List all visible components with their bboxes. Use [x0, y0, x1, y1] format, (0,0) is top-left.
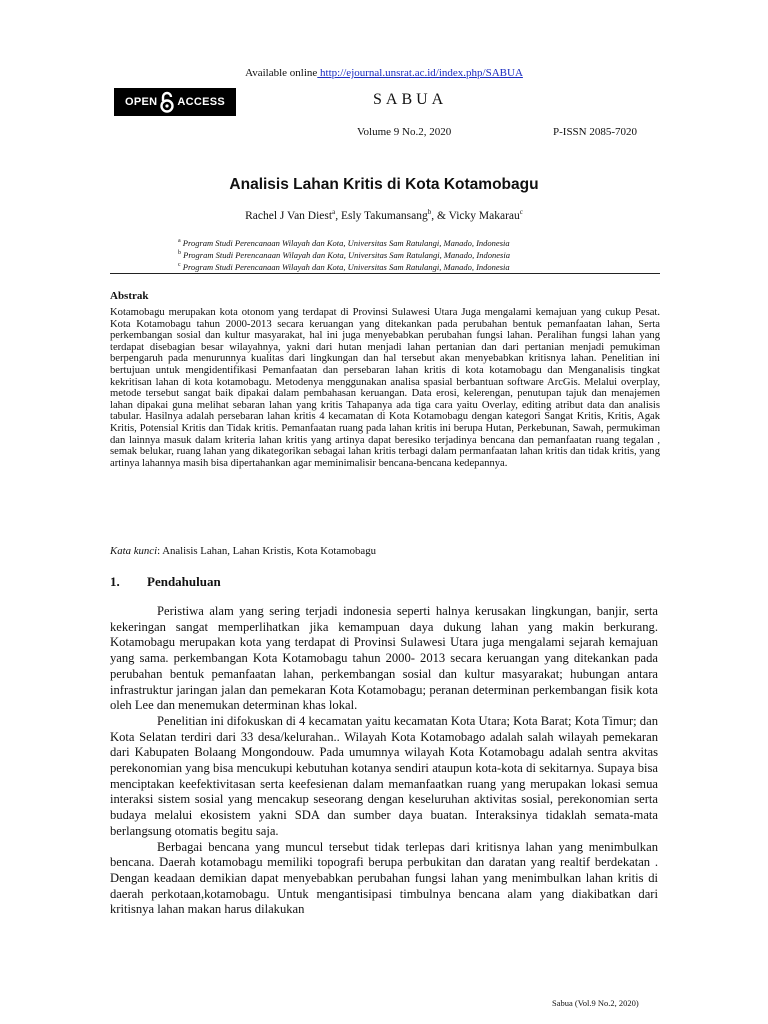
author-name: , Esly Takumansang — [335, 209, 428, 222]
journal-url-link[interactable]: http://ejournal.unsrat.ac.id/index.php/SABUA — [317, 67, 523, 79]
open-lock-icon — [160, 91, 174, 113]
keywords-label: Kata kunci — [110, 545, 158, 557]
open-access-logo — [114, 88, 236, 116]
issn-info: P-ISSN 2085-7020 — [553, 126, 638, 138]
available-online-label: Available online — [245, 67, 318, 79]
page-footer: Sabua (Vol.9 No.2, 2020) — [552, 998, 639, 1008]
header-divider — [110, 273, 660, 274]
affiliation-mark: c — [178, 261, 181, 268]
author-affil-mark: c — [519, 208, 523, 216]
body-paragraph: Penelitian ini difokuskan di 4 kecamatan yaitu kecamatan Kota Utara; Kota Barat; Kota Timur; dan Kota Selatan terdiri dari 33 desa/kelurahan.. Wilayah Kota Kotamobago adalah salah wilayah pemekaran dari Kabupaten Bolaang Mongondouw. Pada umumnya wilayah Kota Kotamobagu adalah sentra akvitas perekonomian yang bisa mencukupi kebutuhan kotanya sendiri ataupun kota-kota di sekitarnya. Supaya bisa menciptakan keefektivitasan serta keefesienan dalam memanfaatkan ruang yang merupakan lokasi semua interaksi sistem sosial yang mencakup seseorang dengan keseluruhan aktivitas sosial, perekonomian serta budaya melalui ekosistem yakni SDA dan sumber daya buatan. Interaksinya tidaklah semata-mata berlangsung otomatis begitu saja. — [110, 713, 658, 838]
body-paragraph: Peristiwa alam yang sering terjadi indonesia seperti halnya kerusakan lingkungan, banjir, serta kekeringan sangat memperlihatkan jika kemampuan daya dukung lahan yang makin berkurang. Kotamobagu merupakan kota yang terdapat di Provinsi Sulawesi Utara juga mengalami sejarah kemajuan yang sama. perkembangan Kota Kotamobagu tahun 2000- 2013 secara keruangan yang ditekankan pada perubahan bentuk pemanfaatan lahan, perkembangan sosial dan kultur masyarakat; hubungan antara infrastruktur jaringan jalan dan pemekaran Kota Kotamobagu; peranan determinan perkembangan fisik kota oleh Lee dan menemukan determinan khas lokal. — [110, 604, 658, 713]
affiliation-text: Program Studi Perencanaan Wilayah dan Kota, Universitas Sam Ratulangi, Manado, Indonesia — [181, 249, 510, 260]
author-affil-mark: b — [427, 208, 432, 216]
author-name: , & Vicky Makarau — [431, 209, 520, 222]
abstract-body: Kotamobagu merupakan kota otonom yang terdapat di Provinsi Sulawesi Utara Juga mengalami kemajuan yang cukup Pesat. Kota Kotamobagu tahun 2000-2013 secara keruangan yang ditekankan pada perubahan bentuk pemanfaatan lahan, Serta perkembangan sosial dan kultur masyarakat, hal ini juga menyebabkan perubahan fungsi lahan. Peralihan fungsi lahan yang terdapat disebagian besar wilayahnya, yakni dari hutan menjadi lahan pertanian dan dari pertanian menjadi pemukiman berpengaruh pada menurunnya kualitas dari lingkungan dan hal tersebut akan menyebabkan kritisnya lahan. Penelitian ini bertujuan untuk mengidentifikasi Pemanfaatan dan persebaran lahan kritis di kota kotamobagu dan Menganalisis tingkat kekritisan lahan di kota kotamobagu. Metodenya menggunakan analisa spasial berbantuan software ArcGis. Melalui overplay, metode tersebut sangat baik dipakai dalam pembahasan keruangan. Data erosi, kelerengan, penutupan tajuk dan menajemen lahan dipakai guna melihat sebaran lahan yang kritis Tahapanya ada tiga cara yaitu Overlay, editing atribut data dan analisis tabular. Hasilnya adalah persebaran lahan kritis 4 kecamatan di Kota Kotamobagu dengan kategori Sangat Kritis, Kritis, Agak Kritis, Potensial Kritis dan Tidak kritis. Pemanfaatan ruang pada lahan kritis ini berupa Hutan, Perkebunan, Sawah, permukiman dan lainnya masuk dalam kriteria lahan kritis yang artinya dapat beresiko terjadinya bencana dan pemanfaatan ruang tegalan , semak belukar, ruang lahan yang dikategorikan sebagai lahan kritis terbagi dalam permanfaatan lahan kritis dan tidak kritis, yang artinya lahannya masih bisa dipertahankan agar meminimalisir bencana-bencana kedepannya. — [110, 307, 660, 469]
affiliation-mark: a — [178, 238, 181, 244]
paper-title: Analisis Lahan Kritis di Kota Kotamobagu — [229, 176, 539, 193]
body-paragraph: Berbagai bencana yang muncul tersebut tidak terlepas dari kritisnya lahan yang menimbulkan bencana. Daerah kotamobagu memiliki topografi berupa perbukitan dan daratan yang realtif berdekatan . Dengan keadaan demikian dapat menyebabkan perubahan fungsi lahan yang menimbulkan lahan kritis di daerah perkotaan,kotamobagu. Untuk mengantisipasi timbulnya bencana alam yang diakibatkan dari kritisnya lahan makan harus dilakukan — [110, 839, 658, 917]
affiliation-text: Program Studi Perencanaan Wilayah dan Kota, Universitas Sam Ratulangi, Manado, Indonesia — [180, 237, 510, 248]
affiliation-line — [178, 236, 510, 248]
section-title: Pendahuluan — [147, 574, 221, 589]
affiliation-line — [178, 260, 510, 272]
volume-info: Volume 9 No.2, 2020 — [357, 126, 452, 138]
affiliation-line — [178, 248, 510, 260]
affiliation-mark: b — [178, 249, 181, 256]
author-affil-mark: a — [332, 208, 336, 216]
keywords-text: : Analisis Lahan, Lahan Kristis, Kota Kotamobagu — [157, 545, 376, 557]
affiliation-text: Program Studi Perencanaan Wilayah dan Kota, Universitas Sam Ratulangi, Manado, Indonesia — [180, 261, 510, 272]
author-line — [0, 208, 768, 222]
open-access-right-text: ACCESS — [177, 96, 226, 108]
author-name: Rachel J Van Diest — [245, 209, 333, 222]
section-body — [110, 604, 658, 918]
section-number: 1. — [110, 574, 120, 589]
journal-name: SABUA — [373, 91, 448, 108]
open-access-left-text: OPEN — [124, 96, 158, 108]
affiliation-list — [178, 236, 510, 271]
availability-line — [0, 67, 768, 79]
abstract-heading: Abstrak — [110, 290, 149, 302]
keywords-line — [110, 545, 660, 557]
